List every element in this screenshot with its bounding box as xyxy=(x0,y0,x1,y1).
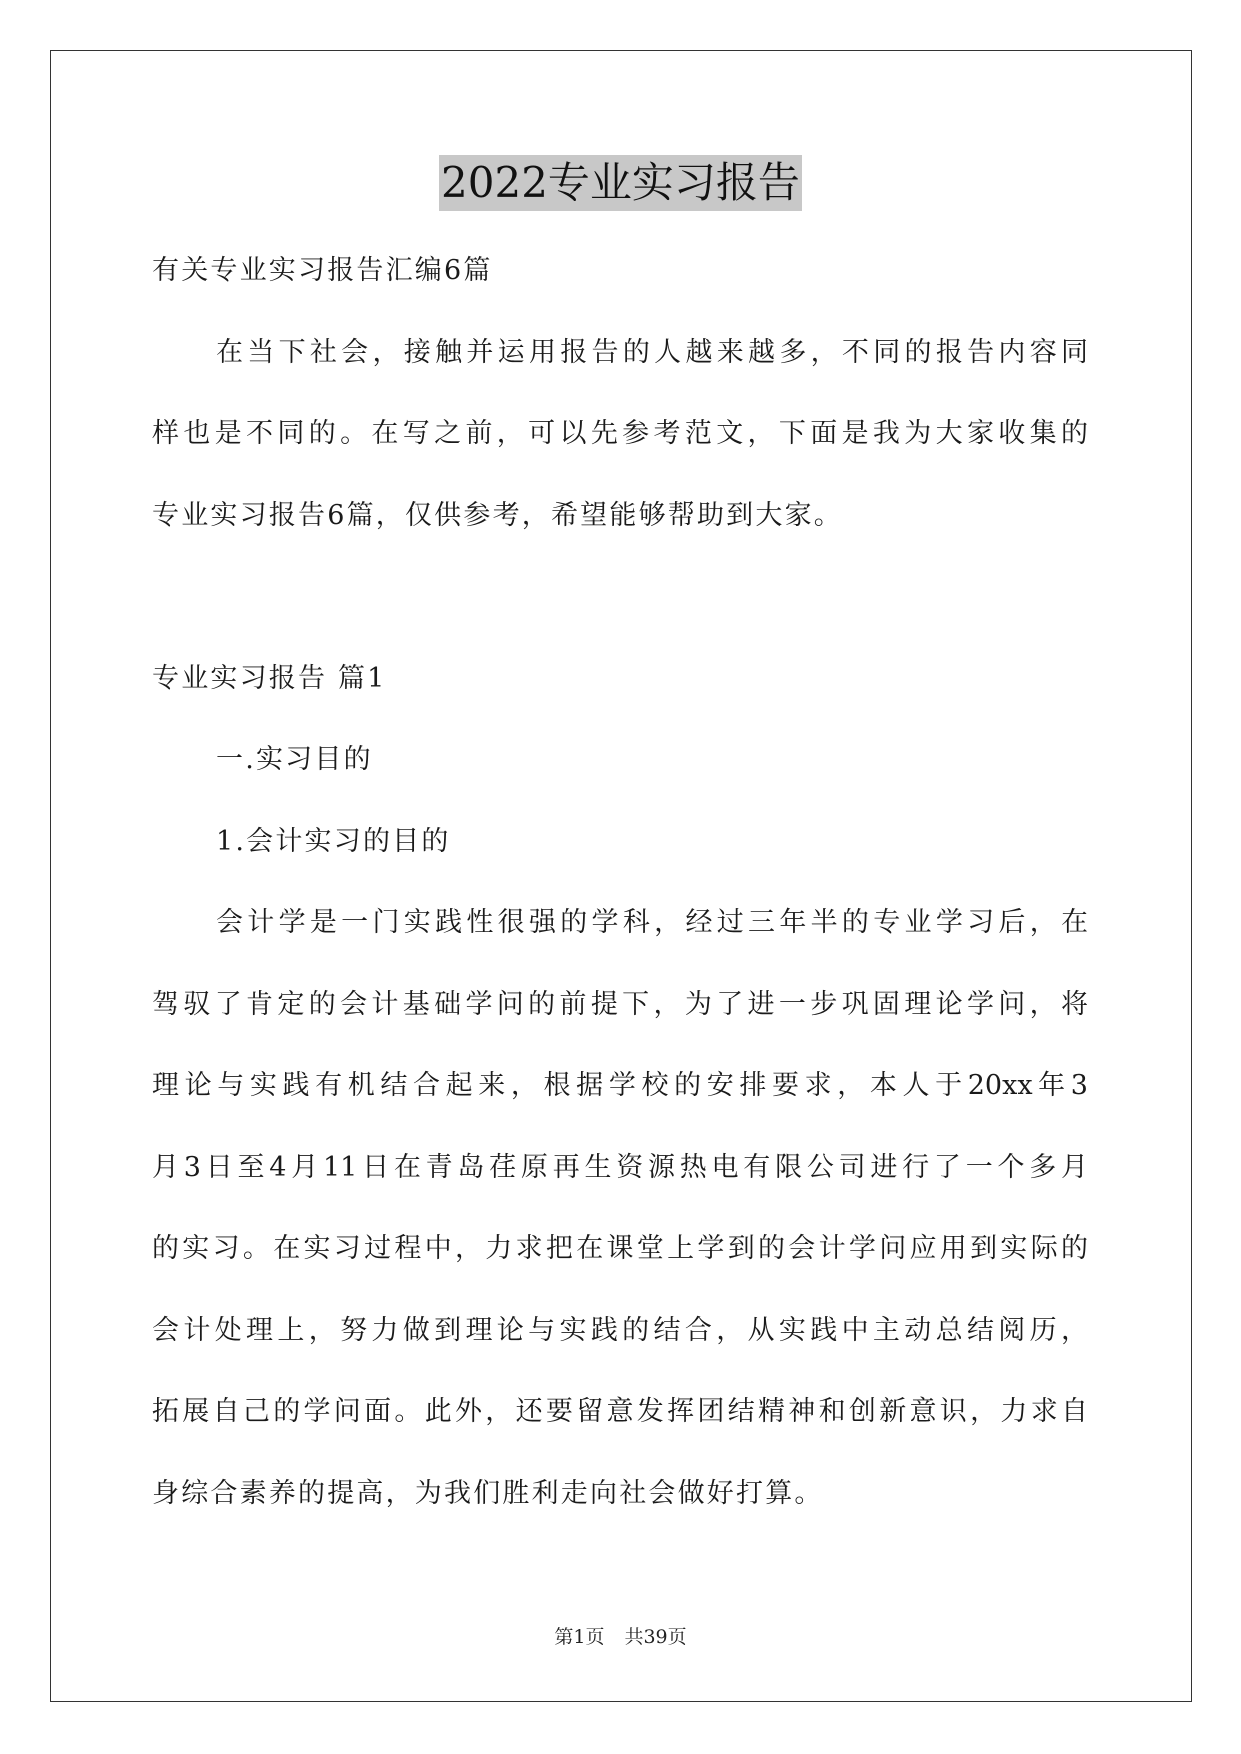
body-line-6: 会计处理上，努力做到理论与实践的结合，从实践中主动总结阅历， xyxy=(152,1314,1088,1346)
document-subtitle: 有关专业实习报告汇编6篇 xyxy=(152,255,493,286)
title-area xyxy=(0,155,1241,211)
intro-line-2: 样也是不同的。在写之前，可以先参考范文，下面是我为大家收集的 xyxy=(152,418,1088,449)
body-line-2: 驾驭了肯定的会计基础学问的前提下，为了进一步巩固理论学问，将 xyxy=(152,988,1088,1020)
intro-line-1: 在当下社会，接触并运用报告的人越来越多，不同的报告内容同 xyxy=(216,336,1088,368)
heading-level-2: 1.会计实习的目的 xyxy=(216,825,451,857)
blank-line xyxy=(152,556,1088,638)
body-line-7: 拓展自己的学问面。此外，还要留意发挥团结精神和创新意识，力求自 xyxy=(152,1396,1088,1427)
body-line-5: 的实习。在实习过程中，力求把在课堂上学到的会计学问应用到实际的 xyxy=(152,1233,1088,1264)
page-footer xyxy=(0,1622,1241,1649)
page-total: 共39页 xyxy=(624,1626,687,1648)
document-title: 2022专业实习报告 xyxy=(439,155,802,211)
body-line-1: 会计学是一门实践性很强的学科，经过三年半的专业学习后，在 xyxy=(216,907,1088,938)
page-number: 第1页 xyxy=(554,1626,605,1648)
body-line-8: 身综合素养的提高，为我们胜利走向社会做好打算。 xyxy=(152,1477,824,1509)
document-body xyxy=(152,230,1088,1534)
intro-line-3: 专业实习报告6篇，仅供参考，希望能够帮助到大家。 xyxy=(152,499,843,531)
body-line-3: 理论与实践有机结合起来，根据学校的安排要求，本人于20xx年3 xyxy=(152,1070,1088,1101)
heading-level-1: 一.实习目的 xyxy=(216,744,373,775)
section-heading: 专业实习报告 篇1 xyxy=(152,662,387,694)
body-line-4: 月3日至4月11日在青岛荏原再生资源热电有限公司进行了一个多月 xyxy=(152,1151,1088,1183)
